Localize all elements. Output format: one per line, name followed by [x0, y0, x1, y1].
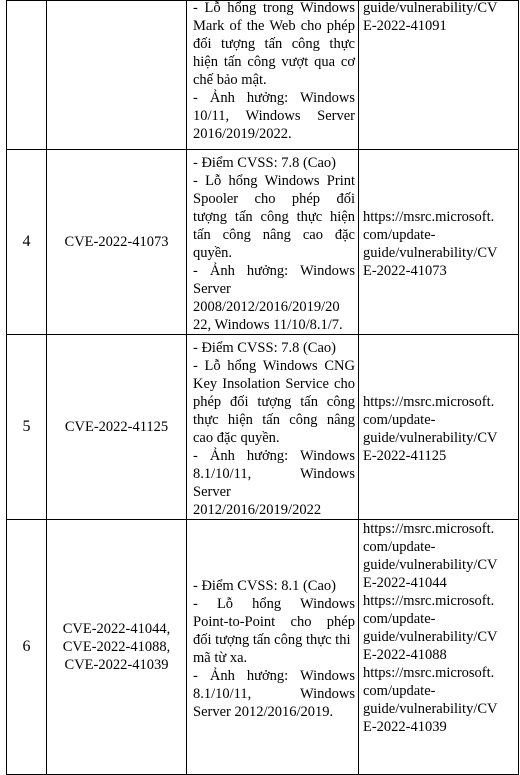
reference-line: https://msrc.microsoft. — [363, 665, 495, 681]
description-line: đối tượng tấn công thực thi — [193, 632, 351, 648]
reference-line: E-2022-41044 — [363, 575, 447, 591]
description-line: - Ảnh hưởng: Windows — [193, 90, 355, 106]
reference-line: guide/vulnerability/CV — [363, 629, 498, 645]
reference-line: E-2022-41088 — [363, 647, 447, 663]
description-line: tấn công nâng cao đặc — [193, 227, 355, 243]
description-line: tượng tấn công thực hiện — [193, 209, 355, 225]
cve-cell — [47, 150, 187, 335]
reference-line: E-2022-41039 — [363, 719, 447, 735]
description-line: Key Insolation Service cho — [193, 376, 355, 392]
description-line: - Lỗ hổng Windows — [193, 596, 355, 612]
reference-line: com/update- — [363, 412, 436, 428]
row-number: 5 — [22, 418, 31, 435]
description-line: mã từ xa. — [193, 650, 248, 666]
vulnerability-table — [6, 0, 519, 775]
row-number-cell — [7, 150, 47, 335]
description-line: Server 2012/2016/2019. — [193, 704, 334, 720]
reference-line: https://msrc.microsoft. — [363, 209, 495, 225]
reference-line: https://msrc.microsoft. — [363, 593, 495, 609]
cve-id: CVE-2022-41073 — [64, 234, 169, 250]
description-line: 10/11, Windows Server — [193, 108, 355, 124]
table-row — [7, 335, 519, 520]
description-line: - Ảnh hưởng: Windows — [193, 668, 355, 684]
description-line: Server — [193, 281, 231, 297]
row-number-cell — [7, 335, 47, 520]
description-line: - Điểm CVSS: 7.8 (Cao) — [193, 155, 336, 171]
cve-id: CVE-2022-41044, — [62, 621, 171, 637]
description-line: 22, Windows 11/10/8.1/7. — [193, 317, 343, 333]
reference-line: https://msrc.microsoft. — [363, 521, 495, 537]
description-line: 2008/2012/2016/2019/20 — [193, 299, 340, 315]
description-line: 2012/2016/2019/2022 — [193, 502, 322, 518]
description-line: Spooler cho phép đối — [193, 191, 355, 207]
description-line: 8.1/10/11, Windows — [193, 466, 355, 482]
reference-line: guide/vulnerability/CV — [363, 0, 498, 16]
description-line: 8.1/10/11, Windows — [193, 686, 355, 702]
reference-line: com/update- — [363, 683, 436, 699]
reference-line: guide/vulnerability/CV — [363, 701, 498, 717]
description-line: Point-to-Point cho phép — [193, 614, 355, 630]
description-line: thực hiện tấn công nâng — [193, 412, 355, 428]
description-cell — [187, 335, 359, 520]
cve-id: CVE-2022-41125 — [64, 419, 169, 435]
reference-line: E-2022-41091 — [363, 18, 447, 34]
cve-id: CVE-2022-41039 — [64, 657, 169, 673]
description-line: hiện tấn công vượt qua cơ — [193, 54, 355, 70]
reference-cell — [359, 1, 519, 150]
description-line: 2016/2019/2022. — [193, 126, 292, 142]
description-cell — [187, 520, 359, 775]
cve-id: CVE-2022-41088, — [62, 639, 171, 655]
description-line: - Điểm CVSS: 8.1 (Cao) — [193, 578, 336, 594]
reference-line: guide/vulnerability/CV — [363, 557, 498, 573]
reference-line: com/update- — [363, 227, 436, 243]
description-cell — [187, 150, 359, 335]
description-line: - Ảnh hưởng: Windows — [193, 448, 355, 464]
description-line: - Lỗ hổng Windows Print — [193, 173, 355, 189]
description-line: - Lỗ hổng trong Windows — [193, 0, 355, 16]
cve-cell — [47, 1, 187, 150]
description-line: chế bảo mật. — [193, 72, 267, 88]
description-line: Server — [193, 484, 231, 500]
description-line: cao đặc quyền. — [193, 430, 280, 446]
row-number: 4 — [22, 233, 31, 250]
reference-line: guide/vulnerability/CV — [363, 245, 498, 261]
row-number-cell — [7, 520, 47, 775]
cve-cell — [47, 335, 187, 520]
description-cell — [187, 1, 359, 150]
description-line: phép đối tượng tấn công — [193, 394, 355, 410]
reference-line: E-2022-41073 — [363, 263, 447, 279]
description-line: - Lỗ hổng Windows CNG — [193, 358, 355, 374]
cve-cell — [47, 520, 187, 775]
description-line: Mark of the Web cho phép — [193, 18, 355, 34]
reference-cell — [359, 150, 519, 335]
reference-cell — [359, 520, 519, 775]
reference-line: E-2022-41125 — [363, 448, 447, 464]
description-line: - Ảnh hưởng: Windows — [193, 263, 355, 279]
description-line: - Điểm CVSS: 7.8 (Cao) — [193, 340, 336, 356]
row-number-cell — [7, 1, 47, 150]
table-row — [7, 1, 519, 150]
reference-line: guide/vulnerability/CV — [363, 430, 498, 446]
reference-line: com/update- — [363, 539, 436, 555]
reference-line: https://msrc.microsoft. — [363, 394, 495, 410]
row-number: 6 — [22, 638, 31, 655]
table-row — [7, 150, 519, 335]
description-line: đối tượng tấn công thực — [193, 36, 355, 52]
table-row — [7, 520, 519, 775]
reference-line: com/update- — [363, 611, 436, 627]
description-line: quyền. — [193, 245, 233, 261]
reference-cell — [359, 335, 519, 520]
